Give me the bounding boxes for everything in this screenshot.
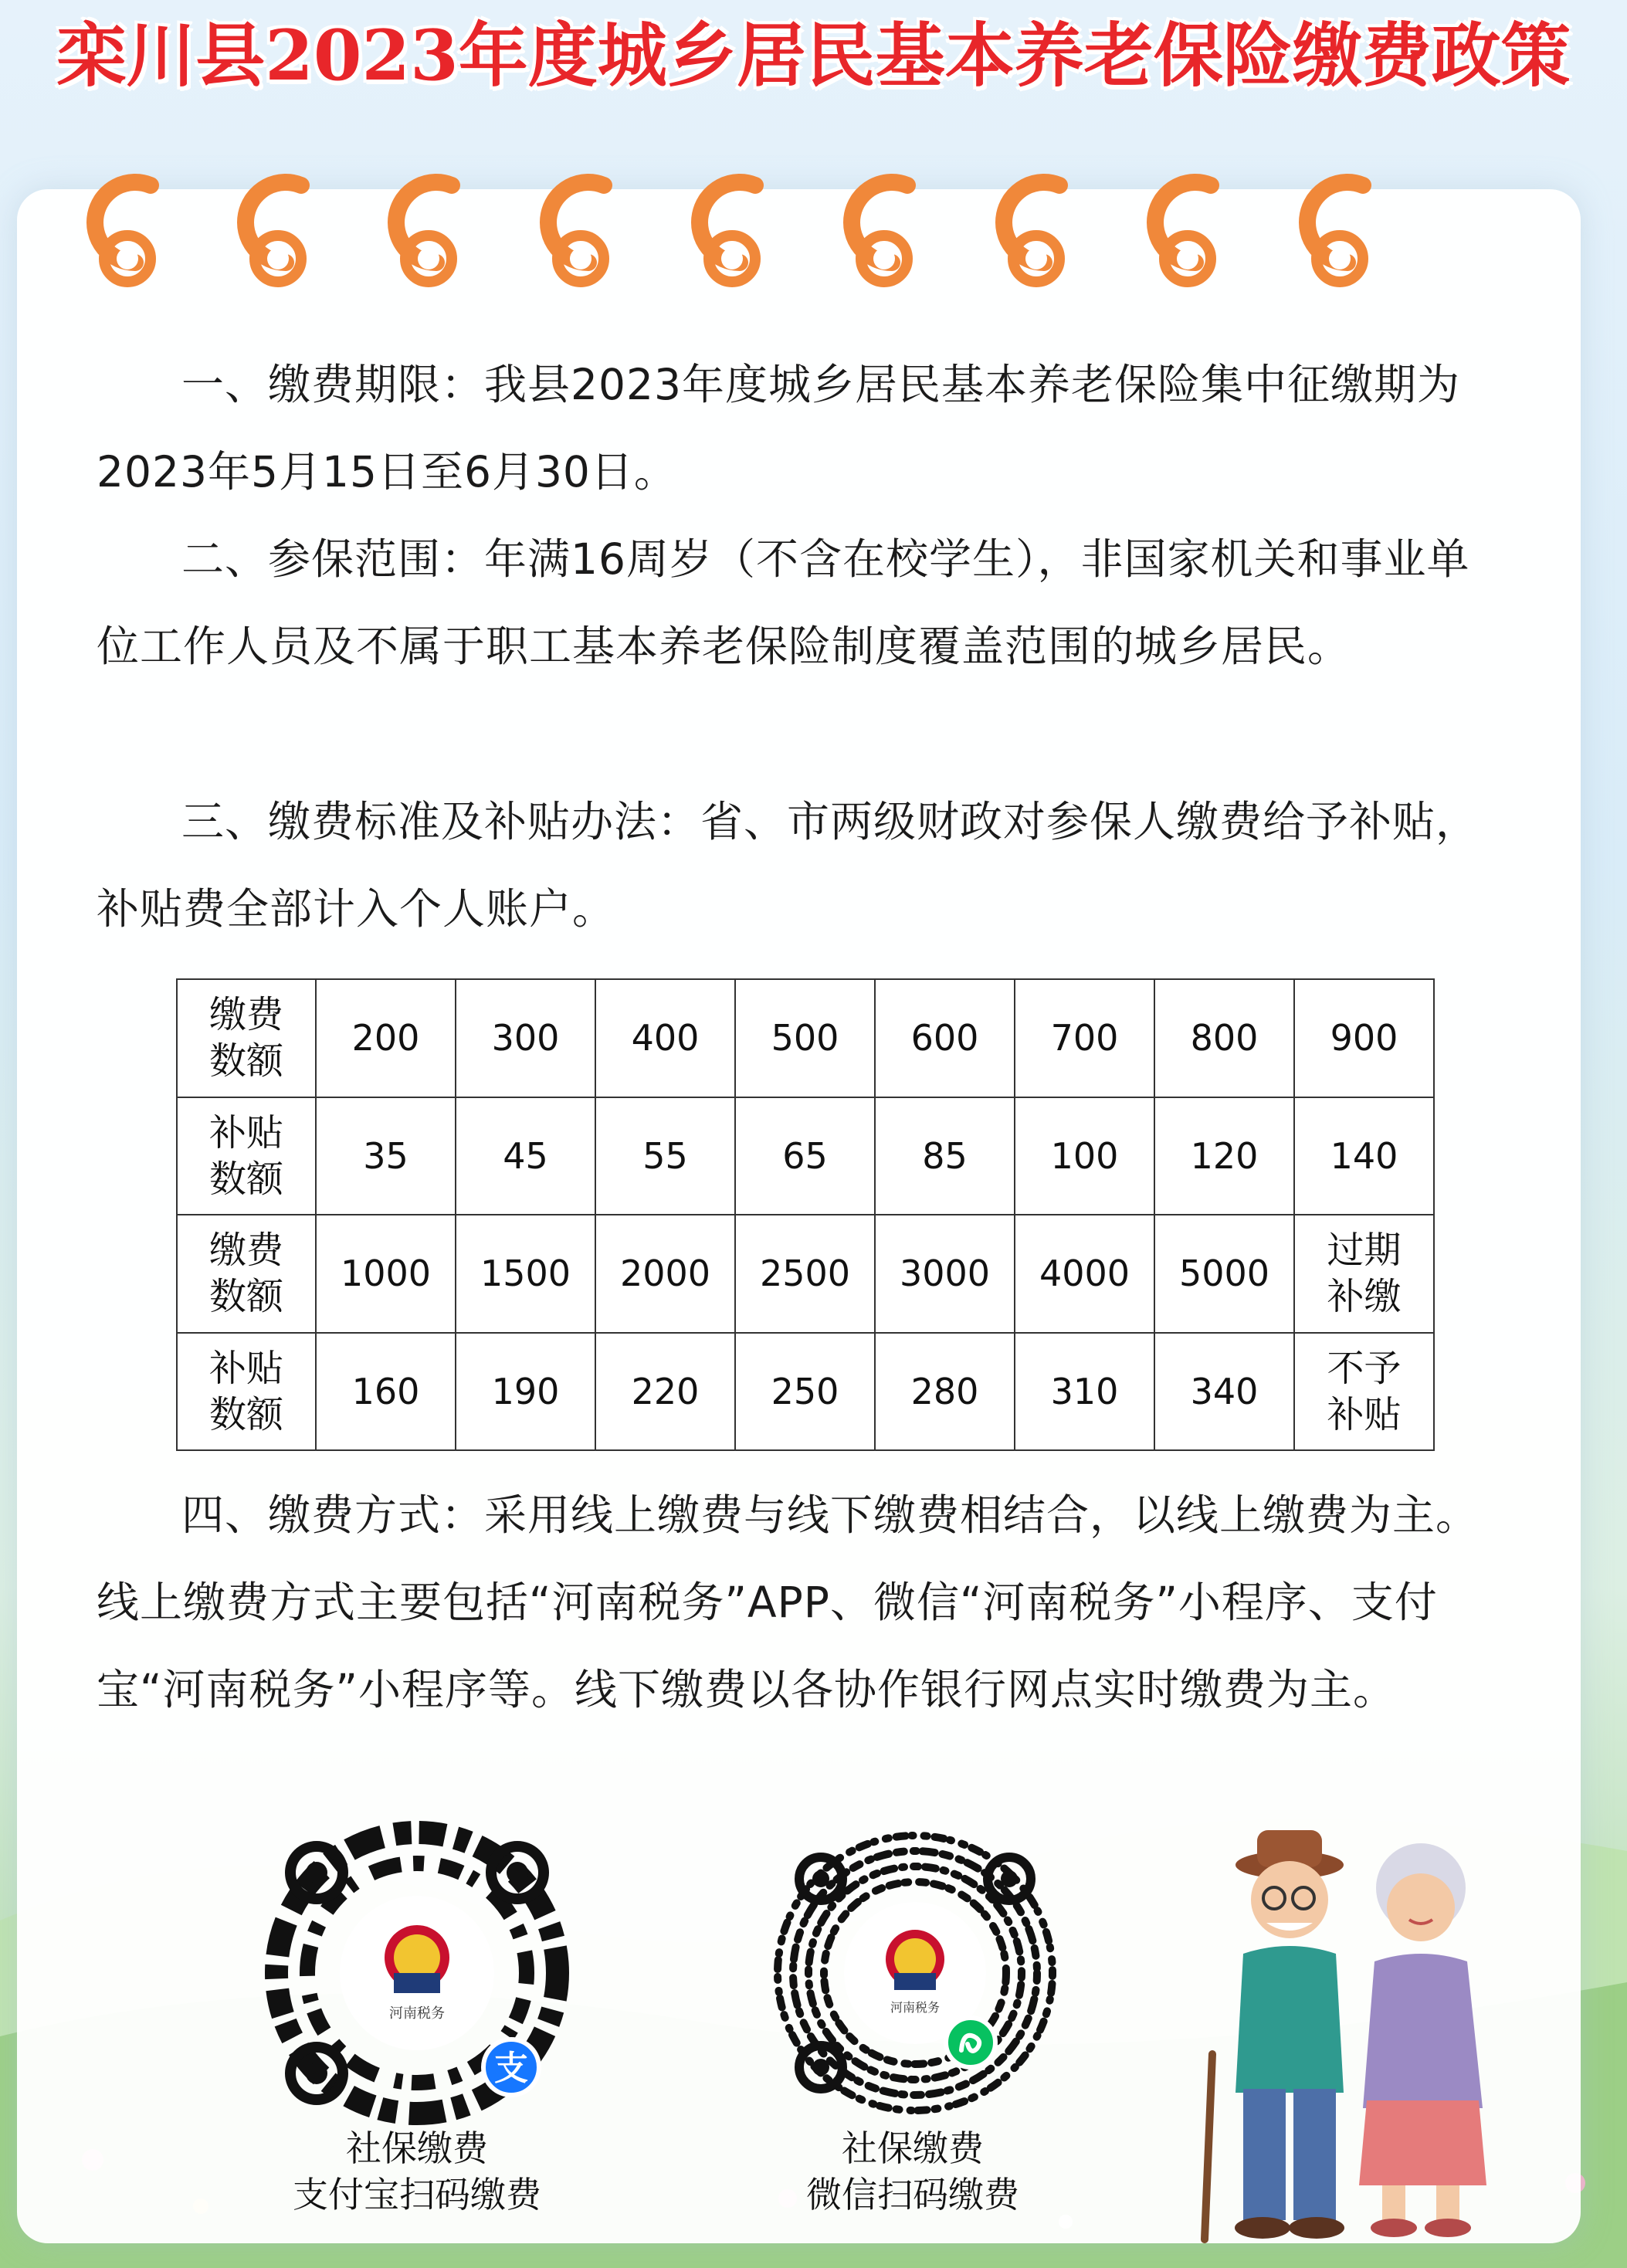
section-payment-period: 一、缴费期限：我县2023年度城乡居民基本养老保险集中征缴期为2023年5月15日至6月30日。 — [97, 360, 1460, 497]
table-cell: 280 — [875, 1333, 1015, 1451]
binder-rings — [0, 147, 1627, 317]
alipay-qr-graphic — [263, 1819, 571, 2127]
table-cell: 500 — [735, 979, 875, 1097]
table-cell: 55 — [595, 1097, 735, 1215]
table-cell: 3000 — [875, 1215, 1015, 1333]
table-cell: 35 — [316, 1097, 456, 1215]
table-cell: 4000 — [1015, 1215, 1154, 1333]
table-cell: 45 — [456, 1097, 595, 1215]
table-cell: 1000 — [316, 1215, 456, 1333]
section-coverage-scope: 二、参保范围：年满16周岁（不含在校学生），非国家机关和事业单位工作人员及不属于职工基本养老保险制度覆盖范围的城乡居民。 — [97, 534, 1470, 671]
elderly-couple-illustration — [1189, 1822, 1513, 2255]
tax-emblem-icon — [385, 1925, 449, 2022]
binder-ring-icon — [1307, 182, 1363, 282]
table-cell: 140 — [1294, 1097, 1434, 1215]
emblem-label: 河南税务 — [389, 2005, 445, 2022]
row-header: 补贴 数额 — [177, 1333, 316, 1451]
alipay-badge-text: 支 — [494, 2049, 528, 2088]
alipay-qr-code[interactable] — [263, 1819, 571, 2127]
section-payment-method: 四、缴费方式：采用线上缴费与线下缴费相结合，以线上缴费为主。线上缴费方式主要包括“河南税务”APP、微信“河南税务”小程序、支付宝“河南税务”小程序等。线下缴费以各协作银行网点实时缴费为主。 — [97, 1490, 1480, 1714]
caption-line: 社保缴费 — [346, 2127, 488, 2169]
row-header: 缴费 数额 — [177, 979, 316, 1097]
binder-ring-icon — [95, 182, 151, 282]
table-cell: 250 — [735, 1333, 875, 1451]
section-subsidy-standard: 三、缴费标准及补贴办法：省、市两级财政对参保人缴费给予补贴，补贴费全部计入个人账户。 — [97, 797, 1480, 934]
table-cell: 5000 — [1154, 1215, 1294, 1333]
wechat-qr-graphic — [761, 1819, 1069, 2127]
caption-line: 支付宝扫码缴费 — [293, 2174, 541, 2215]
table-cell: 700 — [1015, 979, 1154, 1097]
emblem-label: 河南税务 — [890, 2000, 941, 2015]
wechat-qr-code[interactable] — [761, 1819, 1069, 2127]
wechat-qr-caption — [712, 2125, 1113, 2218]
table-cell: 85 — [875, 1097, 1015, 1215]
table-cell: 2000 — [595, 1215, 735, 1333]
alipay-qr-caption — [216, 2125, 618, 2218]
binder-ring-icon — [1004, 182, 1059, 282]
table-cell: 300 — [456, 979, 595, 1097]
binder-ring-icon — [246, 182, 301, 282]
binder-ring-icon — [700, 182, 755, 282]
table-cell: 190 — [456, 1333, 595, 1451]
row-header: 补贴 数额 — [177, 1097, 316, 1215]
wechat-miniprogram-icon — [946, 2018, 995, 2067]
binder-ring-icon — [852, 182, 907, 282]
table-cell: 310 — [1015, 1333, 1154, 1451]
table-row — [177, 979, 1434, 1097]
binder-ring-icon — [1155, 182, 1211, 282]
binder-ring-icon — [396, 182, 452, 282]
table-cell: 160 — [316, 1333, 456, 1451]
table-cell-late-payment: 过期 补缴 — [1294, 1215, 1434, 1333]
row-header: 缴费 数额 — [177, 1215, 316, 1333]
table-cell: 220 — [595, 1333, 735, 1451]
caption-line: 微信扫码缴费 — [806, 2174, 1019, 2215]
table-cell: 900 — [1294, 979, 1434, 1097]
table-cell: 100 — [1015, 1097, 1154, 1215]
table-cell: 340 — [1154, 1333, 1294, 1451]
binder-ring-icon — [548, 182, 604, 282]
table-row — [177, 1215, 1434, 1333]
table-cell-no-subsidy: 不予 补贴 — [1294, 1333, 1434, 1451]
table-cell: 400 — [595, 979, 735, 1097]
table-row — [177, 1333, 1434, 1451]
caption-line: 社保缴费 — [842, 2127, 984, 2169]
table-cell: 800 — [1154, 979, 1294, 1097]
table-cell: 65 — [735, 1097, 875, 1215]
table-cell: 2500 — [735, 1215, 875, 1333]
table-cell: 1500 — [456, 1215, 595, 1333]
poster-title: 栾川县2023年度城乡居民基本养老保险缴费政策 — [56, 15, 1571, 97]
table-cell: 120 — [1154, 1097, 1294, 1215]
table-row — [177, 1097, 1434, 1215]
table-cell: 600 — [875, 979, 1015, 1097]
tax-emblem-icon — [886, 1930, 944, 2015]
table-cell: 200 — [316, 979, 456, 1097]
fee-subsidy-table — [176, 978, 1435, 1451]
alipay-icon — [483, 2039, 539, 2095]
